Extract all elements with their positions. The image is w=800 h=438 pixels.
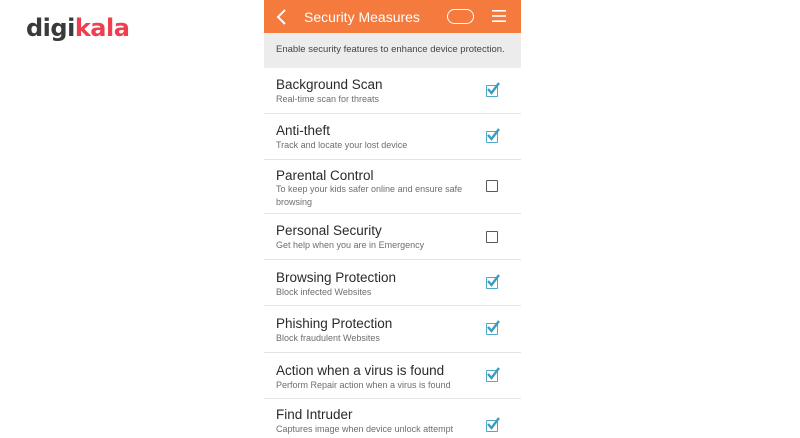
logo-text-digi: digi [26,14,75,42]
app-bar [264,0,521,33]
setting-subtitle: To keep your kids safer online and ensure safe browsing [276,184,463,207]
setting-row-browsing-protection[interactable] [264,260,521,306]
setting-checkbox[interactable] [486,85,498,97]
setting-subtitle: Block infected Websites [276,287,372,297]
setting-checkbox[interactable] [486,420,498,432]
logo-text-kala: kala [74,14,130,42]
info-banner [264,33,521,68]
setting-title: Parental Control [276,168,374,183]
setting-subtitle: Track and locate your lost device [276,140,408,150]
setting-checkbox[interactable] [486,231,498,243]
menu-icon[interactable] [491,8,507,24]
setting-subtitle: Block fraudulent Websites [276,333,380,343]
setting-row-phishing-protection[interactable] [264,306,521,353]
setting-title: Find Intruder [276,407,353,422]
checkmark-icon [486,320,500,334]
setting-row-virus-action[interactable] [264,353,521,399]
setting-title: Phishing Protection [276,316,393,331]
setting-row-background-scan[interactable] [264,68,521,114]
setting-checkbox[interactable] [486,131,498,143]
checkmark-icon [486,128,500,142]
setting-row-personal-security[interactable] [264,214,521,260]
setting-checkbox[interactable] [486,370,498,382]
setting-title: Browsing Protection [276,270,397,285]
setting-title: Action when a virus is found [276,363,445,378]
setting-checkbox[interactable] [486,323,498,335]
digikala-watermark-logo [26,16,129,40]
page-title: Security Measures [304,9,420,25]
setting-row-anti-theft[interactable] [264,114,521,160]
setting-title: Anti-theft [276,123,331,138]
setting-subtitle: Perform Repair action when a virus is found [276,380,451,390]
checkmark-icon [486,82,500,96]
setting-title: Personal Security [276,223,382,238]
setting-checkbox[interactable] [486,180,498,192]
setting-checkbox[interactable] [486,277,498,289]
back-arrow-icon[interactable] [274,7,290,27]
setting-title: Background Scan [276,77,383,92]
setting-subtitle: Real-time scan for threats [276,94,380,104]
setting-row-parental-control[interactable] [264,160,521,214]
banner-text: Enable security features to enhance device protection. [276,44,505,55]
setting-row-find-intruder[interactable] [264,399,521,438]
checkmark-icon [486,417,500,431]
phone-screen [264,0,521,438]
toggle-switch-icon[interactable] [447,9,474,24]
setting-subtitle: Get help when you are in Emergency [276,240,425,250]
checkmark-icon [486,274,500,288]
checkmark-icon [486,367,500,381]
setting-subtitle: Captures image when device unlock attempt [276,424,454,434]
